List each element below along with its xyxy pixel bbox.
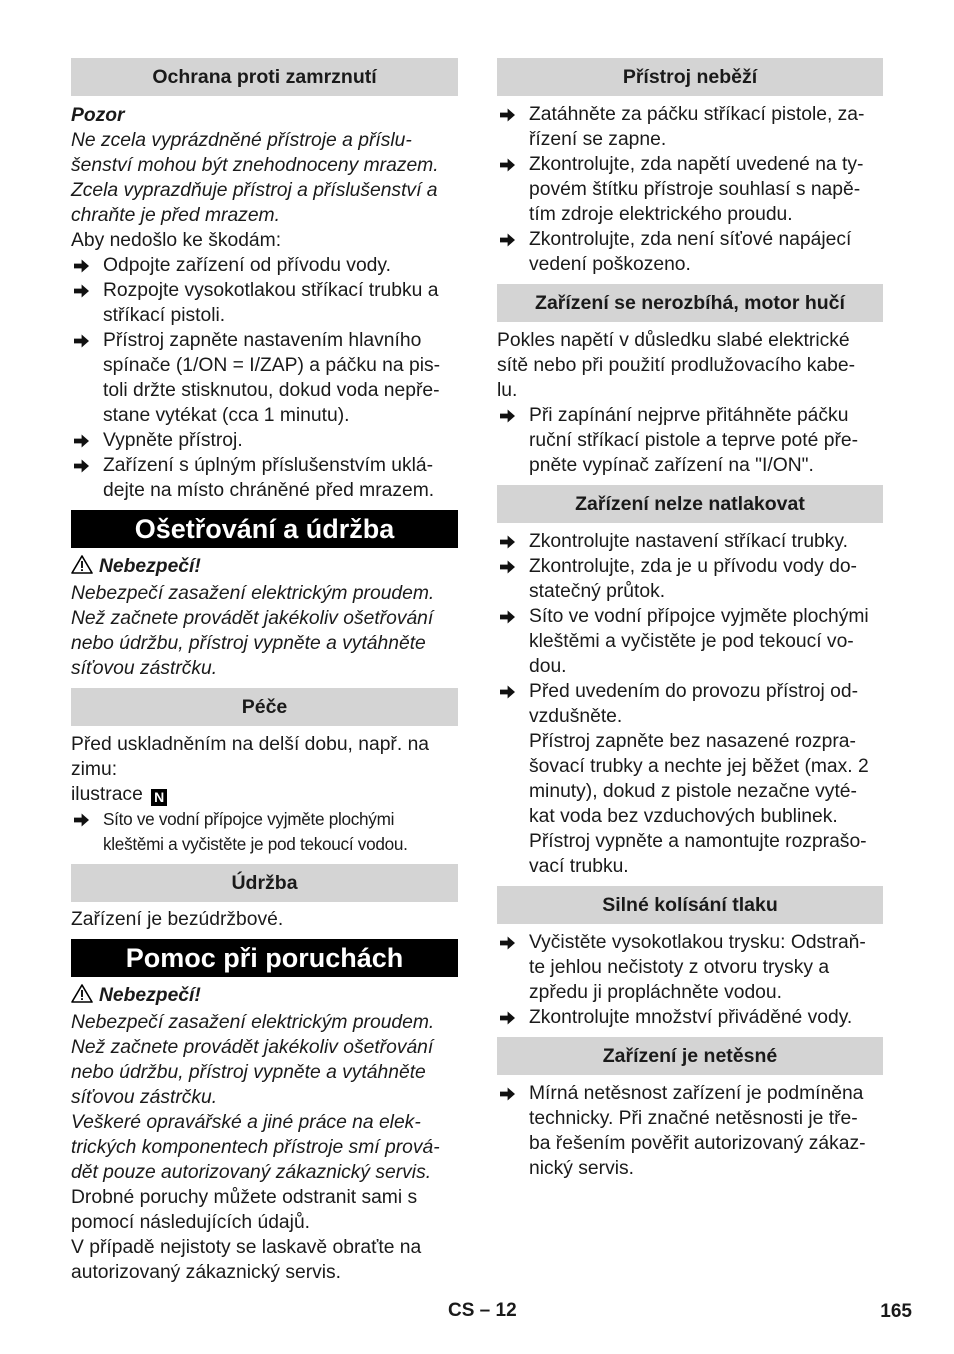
item-line: ba řešením pověřit autorizovaný zákaz- [529,1133,866,1154]
caution-line: chraňte je před mrazem. [71,205,280,226]
item-line: ruční stříkací pistole a teprve poté pře- [529,430,859,451]
item-line: Odpojte zařízení od přívodu vody. [103,255,391,276]
item-line: Přístroj zapněte bez nasazené rozpra- [529,731,856,752]
list-item [71,253,458,278]
danger-line: nebo údržbu, přístroj vypněte a vytáhněte [71,1062,426,1083]
item-line: Vyčistěte vysokotlakou trysku: Odstraň- [529,932,866,953]
illustration-text: ilustrace [71,784,143,805]
arrow-icon [497,152,519,177]
item-line: spínače (1/ON = I/ZAP) a páčku na pis- [103,355,441,376]
danger-line: trických komponentech přístroje smí prová- [71,1137,440,1158]
heading-troubleshooting: Pomoc při poruchách [71,939,458,977]
heading-motor-hums: Zařízení se nerozbíhá, motor hučí [497,284,883,322]
list-item [71,807,458,857]
item-line: kat voda bez vzduchových bublinek. [529,806,838,827]
motor-hums-list [497,403,883,478]
list-item [497,403,883,478]
arrow-icon [71,253,93,278]
arrow-icon [71,328,93,353]
item-line: stane vytékat (cca 1 minutu). [103,405,350,426]
right-column [497,58,883,1181]
item-line: kleštěmi a vyčistěte je pod tekoucí vodou. [103,834,408,854]
list-item [497,227,883,277]
item-line: Zkontrolujte nastavení stříkací trubky. [529,531,848,552]
body-line: lu. [497,380,518,401]
body-line: Pokles napětí v důsledku slabé elektrické [497,330,850,351]
item-line: Zkontrolujte, zda není síťové napájecí [529,229,852,250]
arrow-icon [497,1005,519,1030]
heading-maintenance: Údržba [71,864,458,902]
item-line: Zkontrolujte, zda je u přívodu vody do- [529,556,857,577]
care-line: zimu: [71,759,118,780]
care-line: Před uskladněním na delší dobu, např. na [71,734,430,755]
page-number: 165 [880,1301,912,1322]
item-line: Vypněte přístroj. [103,430,243,451]
arrow-icon [71,807,93,832]
body-line: Drobné poruchy můžete odstranit sami s [71,1187,418,1208]
heading-not-running: Přístroj neběží [497,58,883,96]
arrow-icon [497,554,519,579]
left-column [71,58,458,1285]
list-item [71,328,458,428]
danger-line: Veškeré opravářské a jiné práce na elek- [71,1112,421,1133]
item-line: pněte vypínač zařízení na "I/ON". [529,455,814,476]
leaking-list [497,1081,883,1181]
caution-line: Ne zcela vyprázdněné přístroje a příslu- [71,130,412,151]
caution-label: Pozor [71,105,125,126]
danger-line: Nebezpečí zasažení elektrickým proudem. [71,1012,435,1033]
arrow-icon [497,403,519,428]
danger-line: dět pouze autorizovaný zákaznický servis. [71,1162,432,1183]
item-line: Zatáhněte za páčku stříkací pistole, za- [529,104,865,125]
danger-line: síťovou zástrčku. [71,658,218,679]
item-line: povém štítku přístroje souhlasí s napě- [529,179,861,200]
list-item [497,152,883,227]
item-line: Mírná netěsnost zařízení je podmíněna [529,1083,864,1104]
item-line: dejte na místo chráněné před mrazem. [103,480,435,501]
item-line: Před uvedením do provozu přístroj od- [529,681,859,702]
list-item [71,453,458,503]
item-line: řízení se zapne. [529,129,667,150]
item-line: nický servis. [529,1158,634,1179]
caution-line: Zcela vyprazdňuje přístroj a příslušenství a [71,180,438,201]
heading-care-maintenance: Ošetřování a údržba [71,510,458,548]
item-line: te jehlou nečistoty z otvoru trysky a [529,957,830,978]
item-line: minuty), dokud z pistole nezačne vyté- [529,781,857,802]
item-line: toli držte stisknutou, dokud voda nepře- [103,380,440,401]
list-item [497,1005,883,1030]
pressure-fluctuation-list [497,930,883,1030]
danger-label [71,983,458,1010]
item-line: Síto ve vodní přípojce vyjměte plochými [529,606,869,627]
arrow-icon [497,102,519,127]
danger-label-text: Nebezpečí! [99,985,201,1006]
item-line: Zkontrolujte množství přiváděné vody. [529,1007,853,1028]
list-item [497,554,883,604]
item-line: vedení poškozeno. [529,254,691,275]
item-line: Přístroj zapněte nastavením hlavního [103,330,422,351]
list-item [497,529,883,554]
item-line: technicky. Při značné netěsnosti je tře- [529,1108,858,1129]
danger-line: Než začnete provádět jakékoliv ošetřování [71,1037,434,1058]
item-line: zpředu ji propláchněte vodou. [529,982,782,1003]
item-line: Přístroj vypněte a namontujte rozprašo- [529,831,867,852]
arrow-icon [71,278,93,303]
item-line: vzdušněte. [529,706,623,727]
body-line: pomocí následujících údajů. [71,1212,311,1233]
arrow-icon [497,227,519,252]
danger-line: Nebezpečí zasažení elektrickým proudem. [71,583,435,604]
caution-line: šenství mohou být znehodnoceny mrazem. [71,155,439,176]
item-line: Zařízení s úplným příslušenstvím uklá- [103,455,434,476]
intro-text: Aby nedošlo ke škodám: [71,230,282,251]
list-item [71,278,458,328]
warning-triangle-icon [71,555,93,581]
arrow-icon [497,604,519,629]
item-line: tím zdroje elektrického proudu. [529,204,793,225]
danger-label [71,554,458,581]
body-line: autorizovaný zákaznický servis. [71,1262,342,1283]
maintenance-text: Zařízení je bezúdržbové. [71,909,284,930]
freeze-steps-list [71,253,458,503]
body-line: sítě nebo při použití prodlužovacího kabe- [497,355,855,376]
no-pressure-list [497,529,883,879]
heading-leaking: Zařízení je netěsné [497,1037,883,1075]
warning-triangle-icon [71,984,93,1010]
arrow-icon [71,453,93,478]
item-line: kleštěmi a vyčistěte je pod tekoucí vo- [529,631,854,652]
item-line: Síto ve vodní přípojce vyjměte plochými [103,809,395,829]
arrow-icon [497,679,519,704]
arrow-icon [497,1081,519,1106]
list-item [497,679,883,879]
heading-care: Péče [71,688,458,726]
illustration-badge: N [151,789,167,806]
list-item [497,930,883,1005]
danger-line: Než začnete provádět jakékoliv ošetřování [71,608,434,629]
page-section-label: CS – 12 [448,1300,517,1321]
item-line: statečný průtok. [529,581,666,602]
item-line: dou. [529,656,567,677]
list-item [497,1081,883,1181]
item-line: Zkontrolujte, zda napětí uvedené na ty- [529,154,864,175]
body-line: V případě nejistoty se laskavě obraťte na [71,1237,422,1258]
list-item [497,604,883,679]
item-line: Rozpojte vysokotlakou stříkací trubku a [103,280,439,301]
item-line: stříkací pistoli. [103,305,226,326]
not-running-list [497,102,883,277]
list-item [497,102,883,152]
danger-line: síťovou zástrčku. [71,1087,218,1108]
item-line: vací trubku. [529,856,629,877]
arrow-icon [497,930,519,955]
heading-no-pressure: Zařízení nelze natlakovat [497,485,883,523]
arrow-icon [71,428,93,453]
arrow-icon [497,529,519,554]
danger-line: nebo údržbu, přístroj vypněte a vytáhněte [71,633,426,654]
list-item [71,428,458,453]
heading-pressure-fluctuation: Silné kolísání tlaku [497,886,883,924]
danger-label-text: Nebezpečí! [99,556,201,577]
item-line: šovací trubky a nechte jej běžet (max. 2 [529,756,869,777]
item-line: Při zapínání nejprve přitáhněte páčku [529,405,849,426]
care-steps-list [71,807,458,857]
heading-freeze-protection: Ochrana proti zamrznutí [71,58,458,96]
illustration-ref [71,782,458,807]
